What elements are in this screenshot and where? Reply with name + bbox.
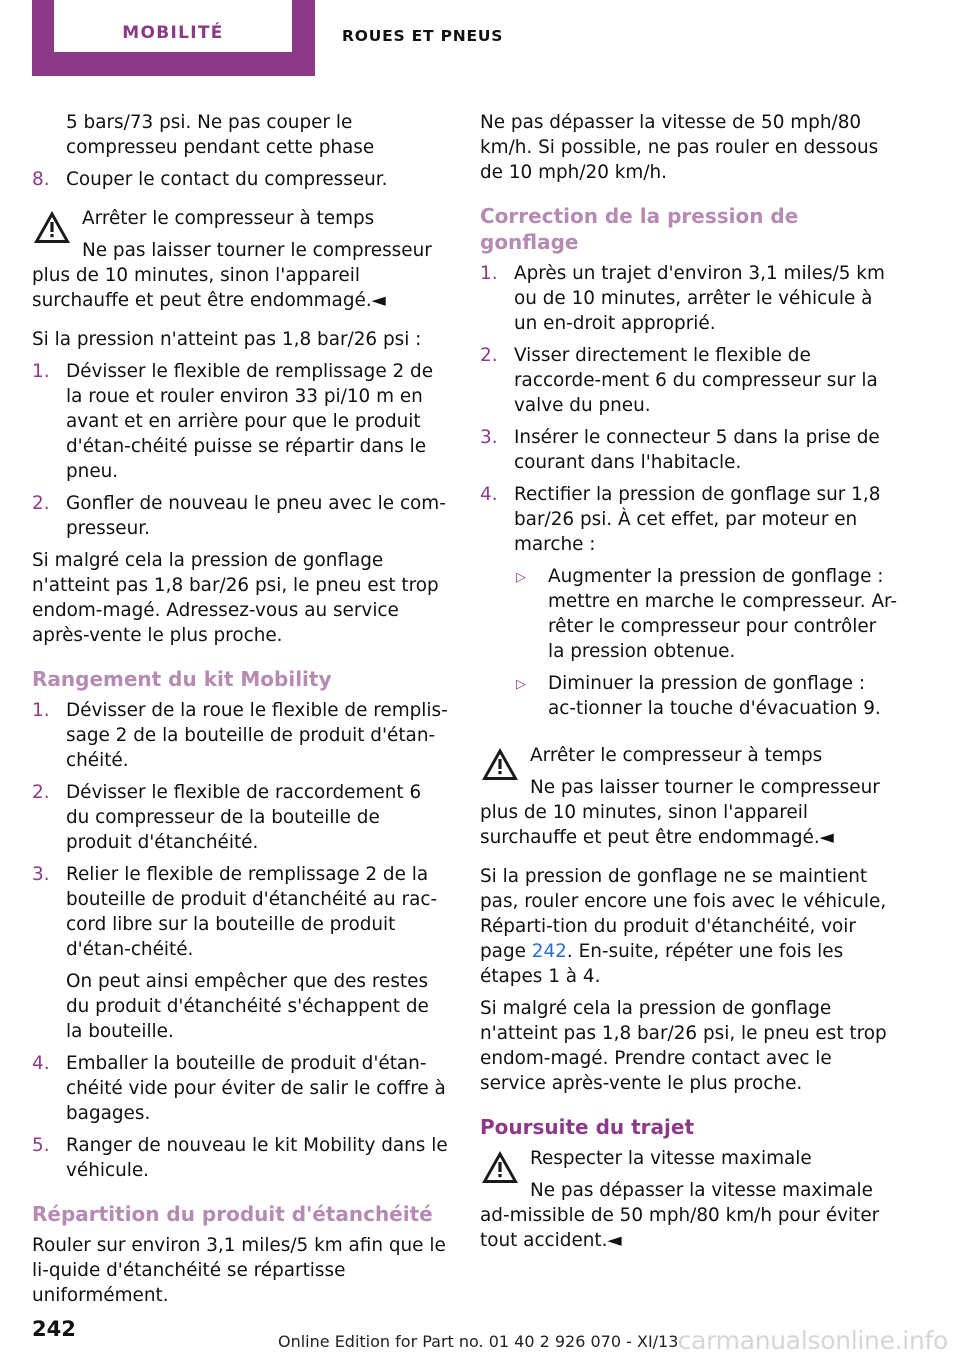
step-number: 5.	[32, 1135, 50, 1156]
step-note: On peut ainsi empêcher que des restes du produit d'étanchéité s'échappent de la bouteille.	[66, 971, 429, 1042]
section-heading-rangement: Rangement du kit Mobility	[32, 667, 332, 691]
list-item	[32, 359, 450, 484]
step-text: Visser directement le flexible de raccorde-ment 6 du compresseur sur la valve du pneu.	[514, 345, 878, 416]
step-text: Ranger de nouveau le kit Mobility dans le véhicule.	[66, 1135, 448, 1181]
step-continuation: 5 bars/73 psi. Ne pas couper le compresseu pendant cette phase	[66, 112, 375, 158]
list-item	[32, 1051, 450, 1126]
section-title: ROUES ET PNEUS	[342, 27, 504, 45]
step-number: 2.	[480, 345, 498, 366]
warning-title: Arrêter le compresseur à temps	[82, 208, 375, 229]
warning-note	[32, 206, 450, 313]
paragraph: Si malgré cela la pression de gonflage n'atteint pas 1,8 bar/26 psi, le pneu est trop endom-magé. Adressez-vous au service après-vente le plus proche.	[32, 550, 439, 646]
triangle-bullet-icon: ▷	[516, 570, 526, 585]
warning-text: Ne pas laisser tourner le compresseur plus de 10 minutes, sinon l'appareil surchauffe et peut être endommagé.◄	[32, 240, 432, 311]
warning-note	[480, 743, 898, 850]
paragraph: Si la pression n'atteint pas 1,8 bar/26 psi :	[32, 329, 422, 350]
sub-list-item	[480, 671, 898, 721]
step-text: Couper le contact du compresseur.	[66, 169, 388, 190]
paragraph-text: . En-suite, répéter une fois les étapes 1 à 4.	[480, 941, 844, 987]
edition-footer: Online Edition for Part no. 01 40 2 926 070 - XI/13	[278, 1332, 679, 1351]
step-number: 4.	[480, 484, 498, 505]
warning-triangle-icon	[480, 1149, 520, 1185]
step-number: 3.	[32, 864, 50, 885]
list-item	[480, 343, 898, 418]
warning-note	[480, 1146, 898, 1253]
list-item	[480, 425, 898, 475]
paragraph: Ne pas dépasser la vitesse de 50 mph/80 km/h. Si possible, ne pas rouler en dessous de 10 mph/20 km/h.	[480, 112, 879, 183]
chapter-tab	[32, 0, 315, 76]
watermark: carmanualsonline.info	[677, 1326, 948, 1355]
step-number: 2.	[32, 782, 50, 803]
list-item	[32, 167, 450, 192]
sub-item-text: Diminuer la pression de gonflage : ac-tionner la touche d'évacuation 9.	[548, 673, 881, 719]
paragraph: Si malgré cela la pression de gonflage n'atteint pas 1,8 bar/26 psi, le pneu est trop endom-magé. Prendre contact avec le service après-vente le plus proche.	[480, 998, 887, 1094]
page-reference-link[interactable]: 242	[531, 941, 567, 962]
warning-triangle-icon	[32, 209, 72, 245]
sub-item-text: Augmenter la pression de gonflage : mettre en marche le compresseur. Ar-rêter le compresseur pour contrôler la pression obtenue.	[548, 566, 898, 662]
chapter-tab-label: MOBILITÉ	[122, 23, 224, 43]
step-text: Gonfler de nouveau le pneu avec le com-presseur.	[66, 493, 446, 539]
section-heading-correction: Correction de la pression de gonflage	[480, 204, 799, 254]
page-number: 242	[32, 1317, 76, 1341]
step-number: 1.	[32, 700, 50, 721]
list-item	[32, 1133, 450, 1183]
step-number: 2.	[32, 493, 50, 514]
left-column	[32, 110, 450, 1315]
sub-list-item	[480, 564, 898, 664]
step-text: Emballer la bouteille de produit d'étan-chéité vide pour éviter de salir le coffre à bagages.	[66, 1053, 446, 1124]
step-text: Dévisser le flexible de remplissage 2 de la roue et rouler environ 33 pi/10 m en avant et en arrière pour que le produit d'étan-chéité puisse se répartir dans le pneu.	[66, 361, 434, 482]
step-text: Insérer le connecteur 5 dans la prise de courant dans l'habitacle.	[514, 427, 880, 473]
chapter-tab-label-box	[54, 0, 292, 52]
list-item	[32, 698, 450, 773]
warning-title: Respecter la vitesse maximale	[530, 1148, 812, 1169]
right-column	[480, 110, 898, 1267]
list-item	[32, 780, 450, 855]
triangle-bullet-icon: ▷	[516, 677, 526, 692]
step-text: Dévisser de la roue le flexible de remplis-sage 2 de la bouteille de produit d'étan-chéité.	[66, 700, 448, 771]
section-heading-poursuite: Poursuite du trajet	[480, 1115, 695, 1139]
step-text: Après un trajet d'environ 3,1 miles/5 km ou de 10 minutes, arrêter le véhicule à un en-droit approprié.	[514, 263, 885, 334]
paragraph-with-link	[480, 864, 898, 989]
paragraph: Rouler sur environ 3,1 miles/5 km afin que le li-quide d'étanchéité se répartisse uniformément.	[32, 1235, 446, 1306]
paragraph-text: Si la pression de gonflage ne se maintient pas, rouler encore une fois avec le véhicule, Réparti-tion du produit d'étanchéité, voir page	[480, 866, 887, 962]
step-number: 4.	[32, 1053, 50, 1074]
list-item	[480, 261, 898, 336]
warning-title: Arrêter le compresseur à temps	[530, 745, 823, 766]
list-item	[480, 482, 898, 557]
warning-text: Ne pas dépasser la vitesse maximale ad-missible de 50 mph/80 km/h pour éviter tout accident.◄	[480, 1180, 880, 1251]
step-number: 1.	[480, 263, 498, 284]
step-number: 3.	[480, 427, 498, 448]
step-number: 8.	[32, 169, 50, 190]
step-text: Rectifier la pression de gonflage sur 1,8 bar/26 psi. À cet effet, par moteur en marche :	[514, 484, 881, 555]
list-item	[32, 491, 450, 541]
step-text: Relier le flexible de remplissage 2 de la bouteille de produit d'étanchéité au rac-cord libre sur la bouteille de produit d'étan-chéité.	[66, 864, 438, 960]
warning-text: Ne pas laisser tourner le compresseur plus de 10 minutes, sinon l'appareil surchauffe et peut être endommagé.◄	[480, 777, 880, 848]
warning-triangle-icon	[480, 746, 520, 782]
section-heading-repartition: Répartition du produit d'étanchéité	[32, 1202, 433, 1226]
step-text: Dévisser le flexible de raccordement 6 du compresseur de la bouteille de produit d'étanchéité.	[66, 782, 422, 853]
list-item	[32, 862, 450, 962]
step-number: 1.	[32, 361, 50, 382]
